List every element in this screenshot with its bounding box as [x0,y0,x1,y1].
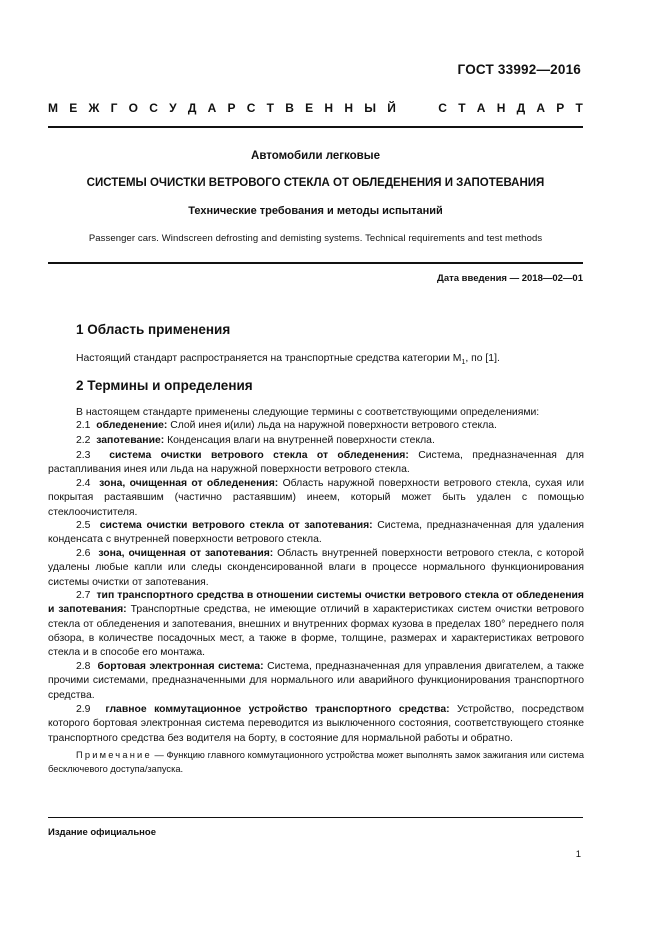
term-number: 2.2 [76,435,91,446]
section-1-text-tail: , по [1]. [465,353,500,364]
banner-letter: Г [110,101,118,115]
banner-letter: У [169,101,177,115]
term-name: бортовая электронная система: [97,661,264,672]
term-definition: Конденсация влаги на внутренней поверхности стекла. [164,435,435,446]
introduction-date: Дата введения — 2018—02—01 [437,273,583,284]
note [48,749,584,776]
term-name: тип транспортного средства в отношении системы очистки ветрового стекла от обледенения и запотевания: [48,590,584,616]
banner-letter: Н [324,101,334,115]
banner-letter: Н [344,101,353,115]
term-name: система очистки ветрового стекла от запотевания: [99,520,373,531]
term-number: 2.9 [76,704,91,715]
term-name: система очистки ветрового стекла от обледенения: [109,450,409,461]
middle-rule [48,262,583,264]
section-2-intro: В настоящем стандарте применены следующие термины с соответствующими определениями: [76,407,540,418]
standard-number: ГОСТ 33992—2016 [457,62,581,77]
term-item [48,660,584,703]
term-item [48,547,584,590]
banner-letter: С [438,101,447,115]
banner-letter: Д [516,101,526,115]
term-name: зона, очищенная от запотевания: [98,548,274,559]
term-number: 2.7 [76,590,91,601]
page-number: 1 [575,849,581,860]
term-item [48,519,584,548]
section-1-heading: 1 Область применения [76,322,231,337]
term-item [48,419,584,433]
banner-letter: Е [69,101,78,115]
term-item [48,589,584,660]
banner-letter: Н [496,101,506,115]
category-subscript: 1 [461,359,466,367]
term-number: 2.5 [76,520,91,531]
term-definition: Слой инея и(или) льда на наружной поверхности ветрового стекла. [167,420,497,431]
term-number: 2.8 [76,661,91,672]
banner-letter: Ж [88,101,100,115]
term-name: обледенение: [96,420,168,431]
banner-letter: В [285,101,294,115]
banner-letter: А [476,101,486,115]
top-rule [48,126,583,128]
term-definition: Транспортные средства, не имеющие отличий в характеристиках систем очистки ветрового стекла от обледенения и запотевания, внешних и внутренних формах кузова в пределах 180° переднего поля обзора, в количестве посадочных мест, а также в форме, толщине, размерах и характеристиках ветрового стекла и в способе его монтажа. [48,604,585,659]
standard-type-banner [48,101,583,115]
banner-letter: Т [575,101,583,115]
term-number: 2.6 [76,548,91,559]
footer-rule [48,817,583,818]
banner-letter: Р [556,101,565,115]
banner-letter: Т [458,101,466,115]
banner-letter: Е [305,101,314,115]
banner-letter: С [149,101,158,115]
term-item [48,477,584,520]
document-title: СИСТЕМЫ ОЧИСТКИ ВЕТРОВОГО СТЕКЛА ОТ ОБЛЕДЕНЕНИЯ И ЗАПОТЕВАНИЯ [86,177,545,189]
term-name: главное коммутационное устройство транспортного средства: [105,704,450,715]
term-number: 2.3 [76,450,91,461]
section-2-heading: 2 Термины и определения [76,378,253,393]
banner-letter: М [48,101,58,115]
banner-letter: Р [227,101,236,115]
term-number: 2.4 [76,478,91,489]
term-number: 2.1 [76,420,91,431]
term-name: зона, очищенная от обледенения: [99,478,279,489]
banner-letter: Ы [364,101,376,115]
term-definition: Область наружной поверхности ветрового стекла, сухая или покрытая растаявшим (частично растаявшим) инеем, который может быть удален с помощью стеклоочистителя. [48,478,585,518]
banner-letter: С [246,101,256,115]
document-subtitle-requirements: Технические требования и методы испытаний [188,205,443,217]
term-name: запотевание: [96,435,165,446]
banner-gap [407,101,427,115]
english-title: Passenger cars. Windscreen defrosting and demisting systems. Technical requirements and test methods [88,233,543,244]
term-definition: Система, предназначенная для удаления конденсата с внутренней поверхности ветрового стекла. [48,520,585,546]
term-item [48,449,584,478]
section-1-text-main: Настоящий стандарт распространяется на транспортные средства категории M [76,353,462,364]
banner-letter: Д [187,101,197,115]
term-definition: Система, предназначенная для растапливания инея или льда на наружной поверхности ветрового стекла. [48,450,584,476]
document-subtitle: Автомобили легковые [251,150,380,162]
term-definition: Область внутренней поверхности ветрового стекла, с которой удалены любые капли или следы сконденсированной влаги в процессе нормального функционирования системы очистки от запотевания. [48,548,584,588]
term-definition: Система, предназначенная для управления двигателем, а также прочими системами, предназначенными для нормального или аварийного функционирования транспортного средства. [48,661,584,701]
term-definition: Устройство, посредством которого бортовая электронная система переводится из выключенного состояния, соответствующего стоянке транспортного средства без водителя на борту, в состояние для нормальной работы и обратно. [48,704,585,744]
banner-letter: А [207,101,217,115]
term-item [48,703,584,746]
section-1-text [76,352,584,370]
note-text: — Функцию главного коммутационного устройства может выполнять замок зажигания или система бесключевого доступа/запуска. [48,750,584,774]
banner-letter: Т [266,101,275,115]
official-edition-label: Издание официальное [48,827,156,838]
note-label: Примечание [76,750,152,760]
banner-letter: Й [387,101,396,115]
banner-letter: А [536,101,546,115]
term-item [48,434,584,448]
banner-letter: О [128,101,138,115]
